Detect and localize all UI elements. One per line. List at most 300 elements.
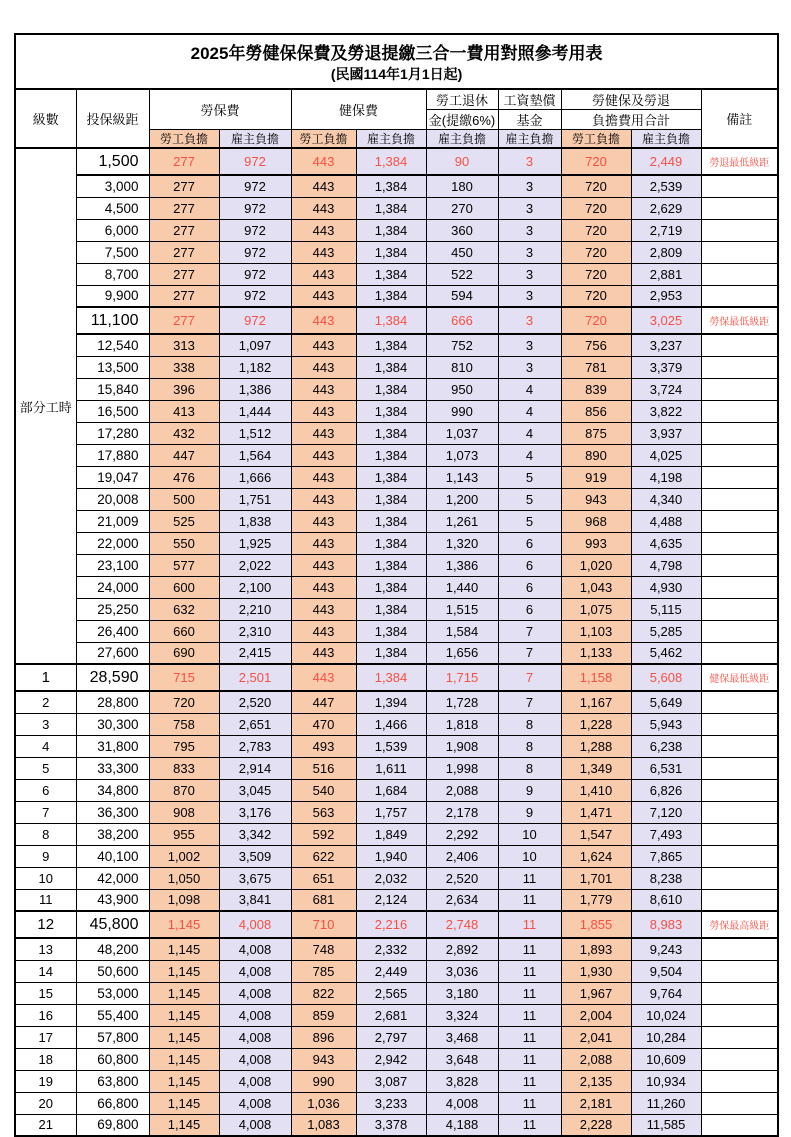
- cell-bracket: 8,700: [76, 263, 149, 285]
- cell-health-employee: 622: [291, 845, 356, 867]
- cell-health-employer: 1,384: [356, 510, 426, 532]
- cell-bracket: 33,300: [76, 757, 149, 779]
- cell-labor-employer: 4,008: [219, 1114, 291, 1136]
- cell-bracket: 50,600: [76, 960, 149, 982]
- cell-labor-employee: 476: [149, 466, 219, 488]
- cell-health-employee: 443: [291, 356, 356, 378]
- cell-total-employee: 1,855: [561, 911, 631, 938]
- cell-total-employer: 5,649: [631, 691, 701, 713]
- cell-labor-employer: 3,841: [219, 889, 291, 911]
- cell-labor-employee: 1,145: [149, 1070, 219, 1092]
- cell-note: [701, 960, 778, 982]
- cell-arrears-employer: 4: [498, 378, 561, 400]
- cell-bracket: 48,200: [76, 938, 149, 960]
- table-row: [15, 175, 778, 197]
- cell-note: [701, 823, 778, 845]
- cell-health-employee: 443: [291, 285, 356, 307]
- cell-labor-employee: 1,145: [149, 1048, 219, 1070]
- cell-pension-employer: 3,468: [426, 1026, 498, 1048]
- table-row: [15, 1070, 778, 1092]
- cell-note: [701, 532, 778, 554]
- cell-arrears-employer: 11: [498, 960, 561, 982]
- cell-health-employer: 1,384: [356, 400, 426, 422]
- cell-bracket: 43,900: [76, 889, 149, 911]
- cell-health-employer: 1,384: [356, 334, 426, 356]
- cell-health-employee: 785: [291, 960, 356, 982]
- cell-pension-employer: 1,073: [426, 444, 498, 466]
- cell-labor-employer: 3,045: [219, 779, 291, 801]
- cell-labor-employer: 2,210: [219, 598, 291, 620]
- cell-labor-employee: 1,145: [149, 1114, 219, 1136]
- cell-labor-employee: 396: [149, 378, 219, 400]
- table-row: [15, 307, 778, 334]
- cell-health-employer: 1,384: [356, 598, 426, 620]
- table-row: [15, 1048, 778, 1070]
- cell-total-employee: 2,135: [561, 1070, 631, 1092]
- table-row: [15, 197, 778, 219]
- cell-total-employee: 1,167: [561, 691, 631, 713]
- cell-labor-employee: 313: [149, 334, 219, 356]
- table-row: [15, 845, 778, 867]
- cell-total-employee: 2,004: [561, 1004, 631, 1026]
- cell-health-employee: 443: [291, 400, 356, 422]
- cell-total-employee: 720: [561, 219, 631, 241]
- table-title-cell: [15, 34, 778, 89]
- cell-labor-employee: 277: [149, 197, 219, 219]
- cell-pension-employer: 1,818: [426, 713, 498, 735]
- cell-health-employee: 443: [291, 554, 356, 576]
- cell-pension-employer: 990: [426, 400, 498, 422]
- cell-labor-employee: 1,002: [149, 845, 219, 867]
- table-row: [15, 1114, 778, 1136]
- table-row: [15, 148, 778, 175]
- cell-note: [701, 598, 778, 620]
- cell-note: 勞保最低級距: [701, 307, 778, 334]
- cell-labor-employee: 277: [149, 175, 219, 197]
- cell-total-employee: 1,133: [561, 642, 631, 664]
- cell-arrears-employer: 3: [498, 334, 561, 356]
- cell-pension-employer: 1,715: [426, 664, 498, 691]
- table-row: [15, 960, 778, 982]
- cell-note: [701, 779, 778, 801]
- cell-bracket: 63,800: [76, 1070, 149, 1092]
- cell-level: 12: [15, 911, 76, 938]
- cell-total-employer: 2,539: [631, 175, 701, 197]
- cell-labor-employee: 795: [149, 735, 219, 757]
- cell-pension-employer: 666: [426, 307, 498, 334]
- col-header-labor-insurance: 勞保費: [149, 89, 291, 130]
- cell-health-employer: 1,384: [356, 576, 426, 598]
- cell-labor-employee: 277: [149, 241, 219, 263]
- cell-bracket: 38,200: [76, 823, 149, 845]
- cell-pension-employer: 1,143: [426, 466, 498, 488]
- cell-health-employer: 2,565: [356, 982, 426, 1004]
- table-row: [15, 938, 778, 960]
- col-header-note: 備註: [701, 89, 778, 148]
- cell-labor-employer: 1,512: [219, 422, 291, 444]
- cell-total-employer: 4,635: [631, 532, 701, 554]
- cell-pension-employer: 810: [426, 356, 498, 378]
- cell-health-employer: 1,384: [356, 620, 426, 642]
- table-row: [15, 241, 778, 263]
- cell-bracket: 40,100: [76, 845, 149, 867]
- table-row: [15, 219, 778, 241]
- cell-arrears-employer: 7: [498, 691, 561, 713]
- cell-health-employer: 2,942: [356, 1048, 426, 1070]
- cell-note: [701, 378, 778, 400]
- table-row: [15, 982, 778, 1004]
- cell-bracket: 55,400: [76, 1004, 149, 1026]
- part-time-label: 部分工時: [15, 148, 76, 664]
- table-row: [15, 642, 778, 664]
- cell-bracket: 20,008: [76, 488, 149, 510]
- cell-health-employee: 443: [291, 466, 356, 488]
- cell-total-employer: 10,609: [631, 1048, 701, 1070]
- cell-total-employee: 856: [561, 400, 631, 422]
- table-row: [15, 263, 778, 285]
- cell-arrears-employer: 5: [498, 488, 561, 510]
- cell-total-employer: 10,284: [631, 1026, 701, 1048]
- cell-arrears-employer: 11: [498, 1114, 561, 1136]
- cell-arrears-employer: 11: [498, 1048, 561, 1070]
- cell-total-employer: 7,120: [631, 801, 701, 823]
- cell-health-employer: 1,611: [356, 757, 426, 779]
- cell-bracket: 60,800: [76, 1048, 149, 1070]
- cell-pension-employer: 2,634: [426, 889, 498, 911]
- cell-total-employee: 1,158: [561, 664, 631, 691]
- cell-pension-employer: 2,406: [426, 845, 498, 867]
- cell-total-employee: 1,228: [561, 713, 631, 735]
- cell-labor-employer: 4,008: [219, 960, 291, 982]
- subheader-labor-employee: 勞工負擔: [149, 130, 219, 149]
- cell-health-employee: 443: [291, 148, 356, 175]
- cell-labor-employer: 972: [219, 148, 291, 175]
- cell-level: 11: [15, 889, 76, 911]
- cell-pension-employer: 270: [426, 197, 498, 219]
- cell-bracket: 28,800: [76, 691, 149, 713]
- cell-level: 15: [15, 982, 76, 1004]
- table-row: [15, 598, 778, 620]
- cell-health-employee: 443: [291, 334, 356, 356]
- cell-labor-employee: 833: [149, 757, 219, 779]
- cell-bracket: 26,400: [76, 620, 149, 642]
- cell-labor-employer: 972: [219, 197, 291, 219]
- cell-labor-employer: 4,008: [219, 1092, 291, 1114]
- cell-total-employer: 11,260: [631, 1092, 701, 1114]
- cell-health-employer: 2,124: [356, 889, 426, 911]
- cell-health-employee: 1,036: [291, 1092, 356, 1114]
- cell-labor-employer: 3,176: [219, 801, 291, 823]
- cell-health-employer: 2,797: [356, 1026, 426, 1048]
- cell-total-employer: 10,934: [631, 1070, 701, 1092]
- cell-health-employee: 443: [291, 378, 356, 400]
- cell-health-employer: 3,087: [356, 1070, 426, 1092]
- cell-labor-employee: 500: [149, 488, 219, 510]
- cell-total-employee: 1,930: [561, 960, 631, 982]
- cell-arrears-employer: 11: [498, 982, 561, 1004]
- cell-health-employee: 896: [291, 1026, 356, 1048]
- cell-pension-employer: 1,320: [426, 532, 498, 554]
- cell-pension-employer: 3,036: [426, 960, 498, 982]
- cell-pension-employer: 2,520: [426, 867, 498, 889]
- cell-arrears-employer: 4: [498, 400, 561, 422]
- table-row: [15, 867, 778, 889]
- cell-labor-employee: 432: [149, 422, 219, 444]
- cell-total-employer: 3,822: [631, 400, 701, 422]
- cell-note: [701, 444, 778, 466]
- cell-total-employer: 8,238: [631, 867, 701, 889]
- fee-reference-table: [14, 33, 779, 1137]
- table-row: [15, 620, 778, 642]
- cell-health-employer: 1,384: [356, 488, 426, 510]
- subheader-total-employee: 勞工負擔: [561, 130, 631, 149]
- cell-total-employer: 5,943: [631, 713, 701, 735]
- cell-note: 勞退最低級距: [701, 148, 778, 175]
- cell-level: 19: [15, 1070, 76, 1092]
- cell-labor-employer: 3,509: [219, 845, 291, 867]
- cell-health-employee: 443: [291, 263, 356, 285]
- cell-pension-employer: 950: [426, 378, 498, 400]
- cell-health-employee: 443: [291, 642, 356, 664]
- cell-bracket: 28,590: [76, 664, 149, 691]
- cell-total-employee: 781: [561, 356, 631, 378]
- cell-arrears-employer: 3: [498, 197, 561, 219]
- cell-health-employer: 1,384: [356, 148, 426, 175]
- cell-labor-employer: 4,008: [219, 1048, 291, 1070]
- cell-health-employer: 2,216: [356, 911, 426, 938]
- cell-note: [701, 175, 778, 197]
- cell-arrears-employer: 6: [498, 554, 561, 576]
- cell-labor-employee: 277: [149, 263, 219, 285]
- cell-total-employee: 1,701: [561, 867, 631, 889]
- cell-pension-employer: 594: [426, 285, 498, 307]
- cell-health-employee: 443: [291, 620, 356, 642]
- cell-total-employee: 1,547: [561, 823, 631, 845]
- cell-total-employer: 4,198: [631, 466, 701, 488]
- cell-total-employer: 3,025: [631, 307, 701, 334]
- cell-total-employee: 1,624: [561, 845, 631, 867]
- cell-pension-employer: 4,008: [426, 1092, 498, 1114]
- cell-total-employer: 4,340: [631, 488, 701, 510]
- cell-bracket: 31,800: [76, 735, 149, 757]
- cell-note: 健保最低級距: [701, 664, 778, 691]
- cell-labor-employer: 4,008: [219, 1026, 291, 1048]
- cell-health-employee: 443: [291, 241, 356, 263]
- cell-total-employer: 7,493: [631, 823, 701, 845]
- cell-total-employer: 2,719: [631, 219, 701, 241]
- cell-labor-employer: 2,100: [219, 576, 291, 598]
- table-row: [15, 554, 778, 576]
- cell-total-employee: 875: [561, 422, 631, 444]
- cell-total-employee: 720: [561, 285, 631, 307]
- cell-note: [701, 576, 778, 598]
- cell-total-employer: 5,115: [631, 598, 701, 620]
- cell-level: 9: [15, 845, 76, 867]
- cell-labor-employee: 955: [149, 823, 219, 845]
- cell-labor-employee: 632: [149, 598, 219, 620]
- cell-total-employer: 4,025: [631, 444, 701, 466]
- cell-note: [701, 263, 778, 285]
- cell-labor-employer: 4,008: [219, 911, 291, 938]
- cell-labor-employer: 4,008: [219, 1004, 291, 1026]
- cell-pension-employer: 2,748: [426, 911, 498, 938]
- table-row: [15, 1092, 778, 1114]
- cell-note: [701, 1026, 778, 1048]
- cell-arrears-employer: 9: [498, 779, 561, 801]
- cell-total-employee: 720: [561, 148, 631, 175]
- cell-pension-employer: 4,188: [426, 1114, 498, 1136]
- cell-bracket: 30,300: [76, 713, 149, 735]
- cell-labor-employer: 2,310: [219, 620, 291, 642]
- cell-total-employee: 1,288: [561, 735, 631, 757]
- cell-health-employee: 710: [291, 911, 356, 938]
- table-row: [15, 911, 778, 938]
- cell-note: [701, 488, 778, 510]
- cell-note: [701, 1092, 778, 1114]
- cell-bracket: 25,250: [76, 598, 149, 620]
- cell-bracket: 3,000: [76, 175, 149, 197]
- cell-total-employer: 5,285: [631, 620, 701, 642]
- cell-bracket: 66,800: [76, 1092, 149, 1114]
- cell-arrears-employer: 5: [498, 510, 561, 532]
- cell-health-employer: 1,384: [356, 532, 426, 554]
- cell-note: [701, 735, 778, 757]
- cell-labor-employer: 1,386: [219, 378, 291, 400]
- cell-health-employer: 1,384: [356, 664, 426, 691]
- cell-total-employee: 890: [561, 444, 631, 466]
- cell-total-employee: 1,020: [561, 554, 631, 576]
- cell-health-employee: 443: [291, 197, 356, 219]
- cell-labor-employee: 550: [149, 532, 219, 554]
- cell-bracket: 36,300: [76, 801, 149, 823]
- cell-total-employer: 2,629: [631, 197, 701, 219]
- cell-bracket: 4,500: [76, 197, 149, 219]
- cell-total-employee: 993: [561, 532, 631, 554]
- cell-arrears-employer: 11: [498, 938, 561, 960]
- cell-bracket: 7,500: [76, 241, 149, 263]
- cell-bracket: 22,000: [76, 532, 149, 554]
- cell-health-employer: 2,032: [356, 867, 426, 889]
- table-row: [15, 735, 778, 757]
- cell-labor-employer: 2,914: [219, 757, 291, 779]
- subheader-total-employer: 雇主負擔: [631, 130, 701, 149]
- cell-labor-employer: 1,838: [219, 510, 291, 532]
- cell-labor-employee: 1,145: [149, 911, 219, 938]
- cell-labor-employee: 715: [149, 664, 219, 691]
- cell-note: [701, 938, 778, 960]
- cell-health-employee: 493: [291, 735, 356, 757]
- cell-labor-employee: 577: [149, 554, 219, 576]
- cell-arrears-employer: 10: [498, 845, 561, 867]
- table-row: [15, 1004, 778, 1026]
- cell-bracket: 13,500: [76, 356, 149, 378]
- cell-bracket: 34,800: [76, 779, 149, 801]
- cell-labor-employee: 277: [149, 219, 219, 241]
- cell-labor-employee: 758: [149, 713, 219, 735]
- cell-total-employee: 1,779: [561, 889, 631, 911]
- cell-arrears-employer: 7: [498, 642, 561, 664]
- cell-health-employee: 1,083: [291, 1114, 356, 1136]
- cell-arrears-employer: 3: [498, 175, 561, 197]
- cell-labor-employer: 1,444: [219, 400, 291, 422]
- cell-note: [701, 219, 778, 241]
- cell-labor-employee: 1,145: [149, 982, 219, 1004]
- cell-pension-employer: 3,648: [426, 1048, 498, 1070]
- cell-labor-employee: 1,145: [149, 960, 219, 982]
- cell-pension-employer: 1,037: [426, 422, 498, 444]
- cell-note: [701, 713, 778, 735]
- cell-arrears-employer: 11: [498, 911, 561, 938]
- cell-level: 1: [15, 664, 76, 691]
- cell-note: [701, 691, 778, 713]
- cell-health-employee: 443: [291, 422, 356, 444]
- cell-labor-employer: 1,751: [219, 488, 291, 510]
- cell-level: 20: [15, 1092, 76, 1114]
- cell-pension-employer: 3,180: [426, 982, 498, 1004]
- cell-labor-employer: 4,008: [219, 1070, 291, 1092]
- table-row: [15, 488, 778, 510]
- cell-labor-employee: 600: [149, 576, 219, 598]
- cell-health-employer: 1,384: [356, 356, 426, 378]
- title-row: [15, 34, 778, 89]
- cell-labor-employee: 447: [149, 444, 219, 466]
- cell-total-employer: 10,024: [631, 1004, 701, 1026]
- cell-total-employee: 1,893: [561, 938, 631, 960]
- cell-arrears-employer: 3: [498, 285, 561, 307]
- cell-note: [701, 1114, 778, 1136]
- cell-health-employee: 443: [291, 307, 356, 334]
- cell-labor-employer: 2,415: [219, 642, 291, 664]
- cell-health-employee: 443: [291, 444, 356, 466]
- col-header-level: 級數: [15, 89, 76, 148]
- cell-labor-employee: 1,145: [149, 938, 219, 960]
- table-row: [15, 823, 778, 845]
- cell-total-employer: 4,930: [631, 576, 701, 598]
- cell-pension-employer: 3,828: [426, 1070, 498, 1092]
- cell-total-employer: 5,608: [631, 664, 701, 691]
- cell-labor-employee: 338: [149, 356, 219, 378]
- cell-labor-employee: 1,145: [149, 1004, 219, 1026]
- cell-labor-employee: 1,050: [149, 867, 219, 889]
- cell-health-employee: 443: [291, 175, 356, 197]
- cell-bracket: 12,540: [76, 334, 149, 356]
- cell-arrears-employer: 11: [498, 1026, 561, 1048]
- cell-health-employee: 443: [291, 532, 356, 554]
- cell-pension-employer: 1,656: [426, 642, 498, 664]
- cell-arrears-employer: 3: [498, 307, 561, 334]
- cell-note: [701, 466, 778, 488]
- table-row: [15, 757, 778, 779]
- cell-health-employer: 1,384: [356, 466, 426, 488]
- cell-pension-employer: 522: [426, 263, 498, 285]
- cell-total-employee: 839: [561, 378, 631, 400]
- cell-arrears-employer: 11: [498, 889, 561, 911]
- cell-arrears-employer: 4: [498, 422, 561, 444]
- table-row: [15, 400, 778, 422]
- cell-total-employer: 6,531: [631, 757, 701, 779]
- cell-pension-employer: 2,292: [426, 823, 498, 845]
- cell-health-employer: 1,849: [356, 823, 426, 845]
- cell-pension-employer: 2,892: [426, 938, 498, 960]
- cell-labor-employee: 1,145: [149, 1026, 219, 1048]
- cell-total-employee: 968: [561, 510, 631, 532]
- cell-total-employer: 9,504: [631, 960, 701, 982]
- cell-pension-employer: 1,386: [426, 554, 498, 576]
- cell-pension-employer: 1,908: [426, 735, 498, 757]
- cell-total-employer: 9,243: [631, 938, 701, 960]
- col-header-bracket: 投保級距: [76, 89, 149, 148]
- cell-total-employer: 8,983: [631, 911, 701, 938]
